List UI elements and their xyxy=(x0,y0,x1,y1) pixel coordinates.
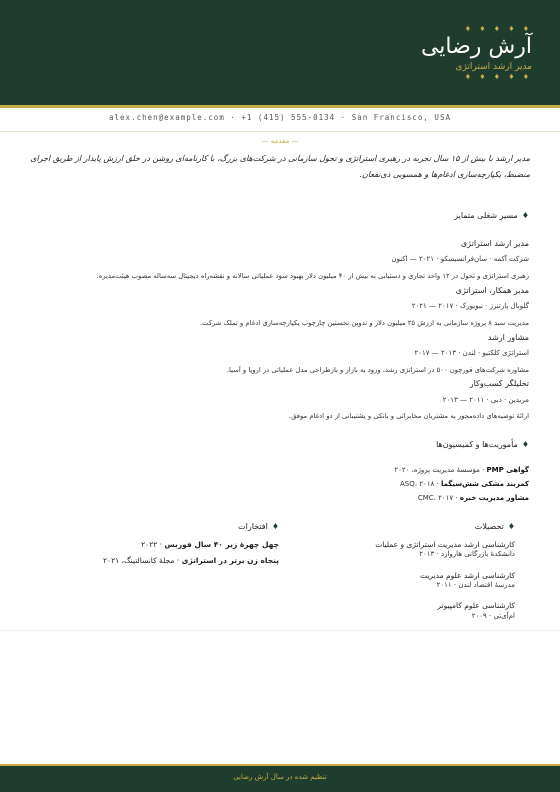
job-meta: مریدین · دبی · ۲۰۱۱ — ۲۰۱۳ xyxy=(442,396,529,404)
contact-line: alex.chen@example.com · +1 (415) 555-0134 · San Francisco, USA xyxy=(109,113,451,122)
cert-item: گواهی PMP · مؤسسهٔ مدیریت پروژه، ۲۰۲۰ xyxy=(394,466,529,474)
diamond-icon: ♦ xyxy=(507,522,515,531)
job-meta: شرکت آکمه · سان‌فرانسیسکو · ۲۰۲۱ — اکنون xyxy=(391,255,529,263)
job-meta: گلوبال پارتنرز · نیویورک · ۲۰۱۷ — ۲۰۲۱ xyxy=(411,302,529,310)
job-meta: استراتژی کلکتیو · لندن · ۲۰۱۳ — ۲۰۱۷ xyxy=(414,349,529,357)
education-school: مدرسهٔ اقتصاد لندن · ۲۰۱۱ xyxy=(436,581,515,589)
job-title: تحلیلگر کسب‌وکار xyxy=(469,379,529,388)
education-heading: ♦تحصیلات xyxy=(474,522,515,531)
education-school: دانشکدهٔ بازرگانی هاروارد · ۲۰۱۳ xyxy=(419,550,515,558)
resume-header xyxy=(0,0,560,105)
awards-heading: ♦افتخارات xyxy=(238,522,279,531)
job-description: مشاوره شرکت‌های فورچون ۵۰۰ در استراتژی رشد، ورود به بازار و بازطراحی مدل عملیاتی در اروپا و آسیا. xyxy=(226,366,529,374)
job-description: مدیریت سبد ۸ پروژه سازمانی به ارزش ۲۵ میلیون دلار و تدوین نخستین چارچوب یکپارچه‌سازی ادغام و تملک شرکت. xyxy=(199,319,529,327)
person-title: مدیر ارشد استراتژی xyxy=(455,62,532,72)
page-end-divider xyxy=(0,630,560,631)
cert-item: کمربند مشکی شش‌سیگما · ASQ، ۲۰۱۸ xyxy=(400,480,529,488)
summary-heading: — مقدمه — xyxy=(261,137,299,145)
education-degree: کارشناسی علوم کامپیوتر xyxy=(437,601,515,610)
ornament-top: ♦ ♦ ♦ ♦ ♦ xyxy=(464,25,532,33)
career-heading: ♦مسیر شغلی متمایز xyxy=(454,211,529,220)
cert-item: مشاور مدیریت خبره · CMC، ۲۰۱۷ xyxy=(417,494,529,502)
job-title: مدیر همکار، استراتژی xyxy=(455,286,529,295)
footer-text: تنظیم شده در سال آرش رضایی xyxy=(233,773,327,781)
ornament-bottom: ♦ ♦ ♦ ♦ ♦ xyxy=(464,73,532,81)
person-name: آرش رضایی xyxy=(420,34,532,59)
diamond-icon: ♦ xyxy=(521,211,529,220)
certs-heading: ♦مأموریت‌ها و کمیسیون‌ها xyxy=(436,440,529,449)
job-title: مدیر ارشد استراتژی xyxy=(460,239,529,248)
job-description: ارائهٔ توصیه‌های داده‌محور به مشتریان مخابراتی و بانکی و پشتیبانی از دو ادغام موفق. xyxy=(288,412,529,420)
education-school: ام‌آی‌تی · ۲۰۰۹ xyxy=(471,612,515,620)
summary-text: مدیر ارشد با بیش از ۱۵ سال تجربه در رهبری استراتژی و تحول سازمانی در شرکت‌های بزرگ، با کارنامه‌ای روشن در خلق ارزش پایدار از طریق اجرای منضبط، یکپارچه‌سازی ادغام‌ها و همسویی ذی‌نفعان. xyxy=(30,154,530,179)
diamond-icon: ♦ xyxy=(521,440,529,449)
job-description: رهبری استراتژی و تحول در ۱۲ واحد تجاری و دستیابی به بیش از ۴۰ میلیون دلار بهبود سود عملیاتی سالانه و نقشه‌راه دیجیتال سه‌ساله مصوب هیئت‌مدیره. xyxy=(96,272,529,280)
job-title: مشاور ارشد xyxy=(487,333,529,342)
header-divider xyxy=(0,105,560,108)
award-item: چهل چهرهٔ زیر ۴۰ سال فوربس · ۲۰۲۲ xyxy=(141,540,279,549)
diamond-icon: ♦ xyxy=(271,522,279,531)
education-degree: کارشناسی ارشد علوم مدیریت xyxy=(419,571,515,580)
education-degree: کارشناسی ارشد مدیریت استراتژی و عملیات xyxy=(375,540,515,549)
contact-divider xyxy=(0,131,560,132)
award-item: پنجاه زن برتر در استراتژی · مجلهٔ کانسالتینگ، ۲۰۲۱ xyxy=(103,556,279,565)
